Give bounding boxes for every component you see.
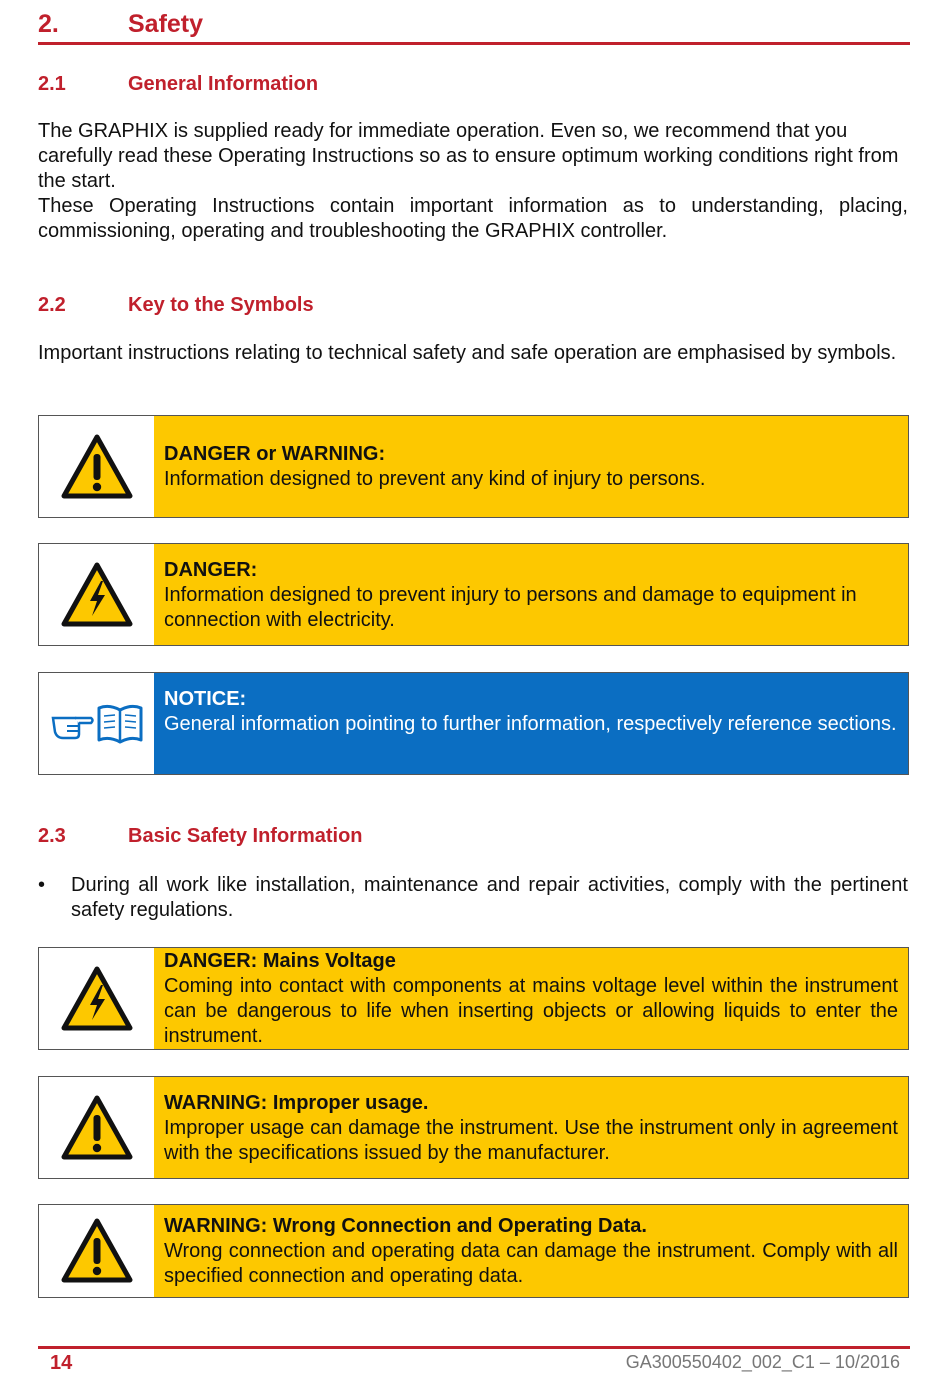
warning-exclamation-icon [39, 1205, 154, 1297]
symbol-box-notice [38, 672, 909, 775]
chapter-number: 2. [38, 10, 59, 38]
section-heading-2-2 [38, 294, 908, 319]
box-text: Information designed to prevent any kind of injury to persons. [164, 468, 706, 490]
bullet-dot: • [38, 874, 46, 896]
document-code: GA300550402_002_C1 – 10/2016 [625, 1352, 900, 1372]
box-title: WARNING: Wrong Connection and Operating Data. [164, 1215, 647, 1237]
notice-book-icon [39, 673, 154, 774]
paragraph: Important instructions relating to technical safety and safe operation are emphasised by symbols. [38, 342, 897, 364]
box-title: WARNING: Improper usage. [164, 1092, 429, 1114]
section-number: 2.3 [38, 825, 66, 847]
page-number: 14 [50, 1352, 73, 1374]
box-title: DANGER: Mains Voltage [164, 950, 396, 972]
paragraph: The GRAPHIX is supplied ready for immediate operation. Even so, we recommend that you carefully read these Operating Instructions so as to ensure optimum working conditions right from the start. [38, 120, 899, 192]
safety-box-wrong-connection [38, 1204, 909, 1298]
box-text: Information designed to prevent injury to persons and damage to equipment in connection with electricity. [164, 584, 857, 631]
symbols-intro-text [38, 341, 908, 366]
electric-hazard-icon [39, 544, 154, 645]
box-text: Coming into contact with components at mains voltage level within the instrument can be dangerous to life when inserting objects or allowing liquids to enter the instrument. [164, 975, 898, 1047]
section-title: Basic Safety Information [128, 825, 363, 847]
box-text: General information pointing to further information, respectively reference sections. [164, 713, 897, 735]
general-information-text [38, 119, 908, 244]
section-heading-2-3 [38, 825, 908, 850]
paragraph: These Operating Instructions contain important information as to understanding, placing, commissioning, operating and troubleshooting the GRAPHIX controller. [38, 195, 908, 242]
box-title: NOTICE: [164, 688, 247, 710]
bullet-text: During all work like installation, maintenance and repair activities, comply with the pertinent safety regulations. [71, 874, 908, 921]
warning-exclamation-icon [39, 1077, 154, 1178]
safety-bullet-item [38, 873, 908, 923]
box-title: DANGER or WARNING: [164, 443, 386, 465]
footer-divider [38, 1346, 910, 1349]
section-number: 2.2 [38, 294, 66, 316]
box-title: DANGER: [164, 559, 258, 581]
section-title: General Information [128, 73, 319, 95]
box-text: Improper usage can damage the instrument. Use the instrument only in agreement with the specifications issued by the manufacturer. [164, 1117, 898, 1164]
safety-box-improper-usage [38, 1076, 909, 1179]
section-heading-2-1 [38, 73, 908, 98]
safety-box-mains-voltage [38, 947, 909, 1050]
box-text: Wrong connection and operating data can damage the instrument. Comply with all specified connection and operating data. [164, 1240, 898, 1287]
chapter-title: Safety [128, 10, 204, 38]
warning-exclamation-icon [39, 416, 154, 517]
symbol-box-danger-electricity [38, 543, 909, 646]
symbol-box-danger-warning [38, 415, 909, 518]
section-title: Key to the Symbols [128, 294, 314, 316]
section-number: 2.1 [38, 73, 66, 95]
electric-hazard-icon [39, 948, 154, 1049]
chapter-heading [38, 8, 910, 45]
